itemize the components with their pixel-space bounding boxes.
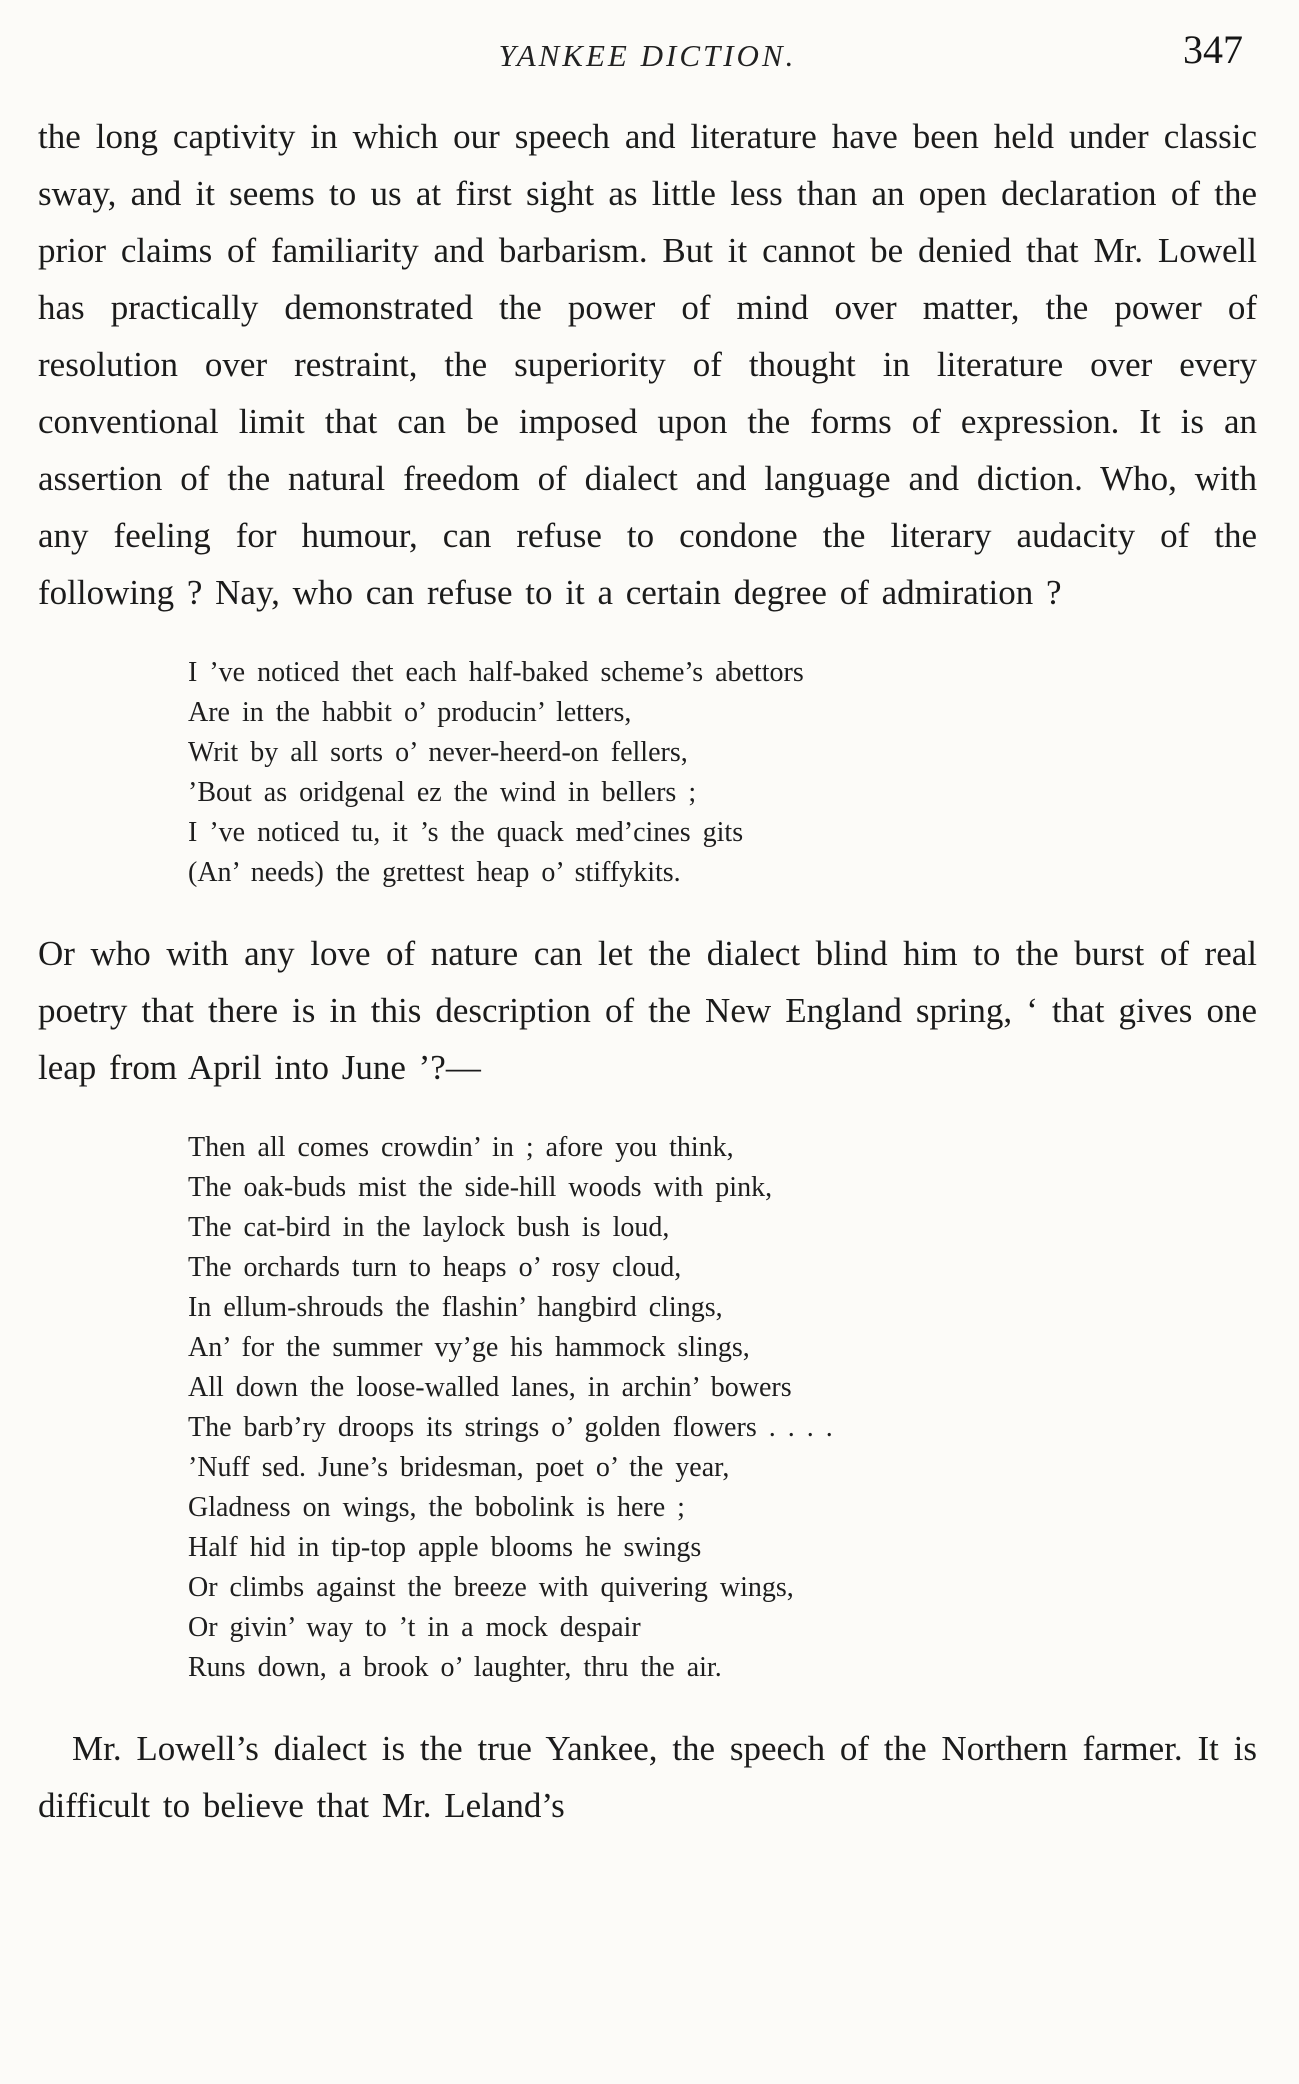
page-header [38,27,1257,82]
poem-line: The cat-bird in the laylock bush is loud, [188,1212,670,1243]
poem-line: An’ for the summer vy’ge his hammock slings, [188,1332,750,1363]
running-title: YANKEE DICTION. [498,38,797,73]
poem-line: The orchards turn to heaps o’ rosy cloud, [188,1252,682,1283]
paragraph-3: Mr. Lowell’s dialect is the true Yankee, the speech of the Northern farmer. It is difficult to believe that Mr. Leland’s [38,1729,1257,1825]
poem-block-1 [188,653,1257,893]
page-number: 347 [1183,27,1243,72]
poem-line: Half hid in tip-top apple blooms he swings [188,1532,702,1563]
paragraph-1: the long captivity in which our speech and literature have been held under classic sway, and it seems to us at first sight as little less than an open declaration of the prior claims of familiarity and barbarism. But it cannot be denied that Mr. Lowell has practically demonstrated the power of mind over matter, the power of resolution over restraint, the superiority of thought in literature over every conventional limit that can be imposed upon the forms of expression. It is an assertion of the natural freedom of dialect and language and diction. Who, with any feeling for humour, can refuse to condone the literary audacity of the following ? Nay, who can refuse to it a certain degree of admiration ? [38,117,1257,612]
poem-line: Runs down, a brook o’ laughter, thru the air. [188,1652,722,1683]
poem-line: Or givin’ way to ’t in a mock despair [188,1612,641,1643]
poem-line: Writ by all sorts o’ never-heerd-on fellers, [188,737,688,768]
poem-line: Are in the habbit o’ producin’ letters, [188,697,632,728]
paragraph-2: Or who with any love of nature can let the dialect blind him to the burst of real poetry that there is in this description of the New England spring, ‘ that gives one leap from April into June ’?— [38,934,1257,1087]
poem-line: ’Nuff sed. June’s bridesman, poet o’ the year, [188,1452,730,1483]
poem-line: The oak-buds mist the side-hill woods with pink, [188,1172,773,1203]
poem-line: I ’ve noticed tu, it ’s the quack med’cines gits [188,817,744,848]
poem-line: In ellum-shrouds the flashin’ hangbird clings, [188,1292,723,1323]
poem-block-2 [188,1128,1257,1688]
poem-line: All down the loose-walled lanes, in archin’ bowers [188,1372,792,1403]
poem-line: Then all comes crowdin’ in ; afore you think, [188,1132,734,1163]
poem-line: ’Bout as oridgenal ez the wind in bellers ; [188,777,697,808]
poem-line: Or climbs against the breeze with quivering wings, [188,1572,794,1603]
poem-line: I ’ve noticed thet each half-baked scheme’s abettors [188,657,804,688]
poem-line: The barb’ry droops its strings o’ golden flowers . . . . [188,1412,833,1443]
poem-line: (An’ needs) the grettest heap o’ stiffykits. [188,857,681,888]
poem-line: Gladness on wings, the bobolink is here ; [188,1492,685,1523]
